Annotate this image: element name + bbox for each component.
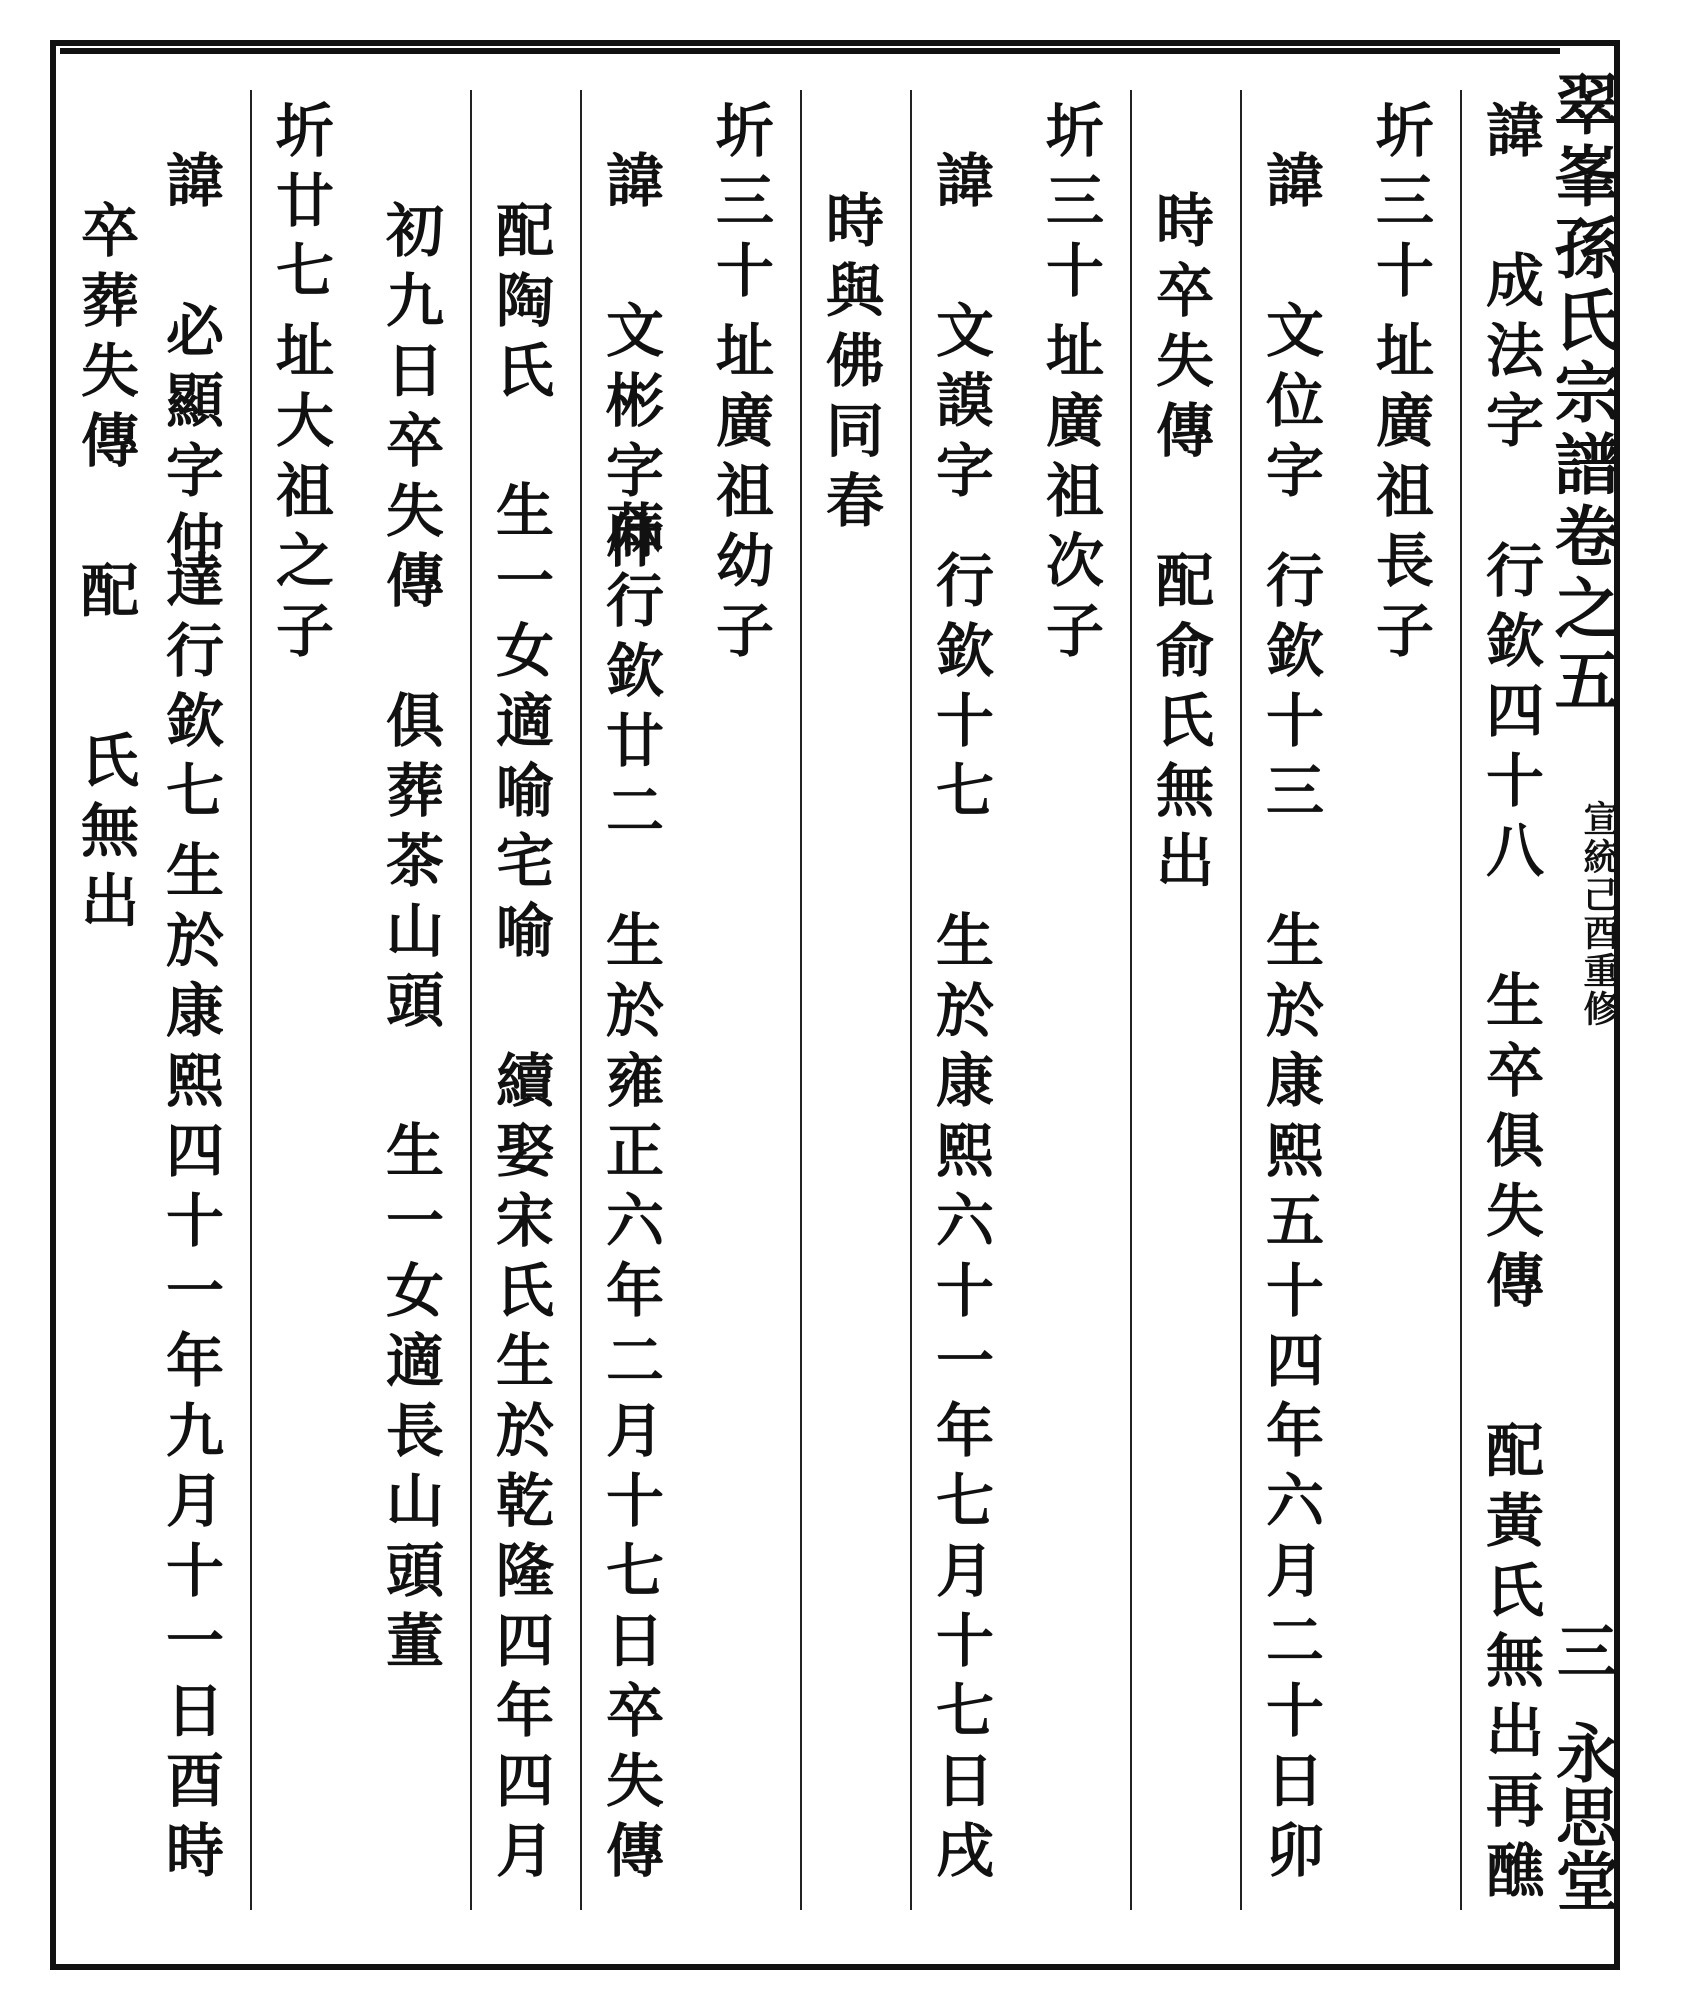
col-text: 生一女適喻宅喻 (486, 480, 554, 970)
col-text: 氏無出 (71, 730, 139, 940)
column-1 (1455, 90, 1565, 1910)
column-11 (355, 90, 465, 1910)
col-text: 配俞氏無出 (1146, 550, 1214, 900)
col-text: 生一女適長山頭董 (376, 1120, 444, 1680)
col-text: 生於康熙四十一年九月十一日酉時 (156, 840, 224, 1890)
edition-note: 宣統己酉重修 (1578, 800, 1620, 1028)
column-8 (685, 90, 795, 1910)
col-text: 行欽十七 (926, 550, 994, 830)
column-9 (575, 90, 685, 1910)
column-5 (1015, 90, 1125, 1910)
col-text: 生於康熙六十一年七月十七日戌 (926, 910, 994, 1890)
col-text: 圻廿七 (266, 100, 334, 310)
col-text: 時與佛同春 (816, 190, 884, 540)
col-text: 配陶氏 (486, 200, 554, 410)
col-text: 俱葬茶山頭 (376, 690, 444, 1040)
column-2 (1345, 90, 1455, 1910)
volume-text: 卷之五 (1543, 502, 1621, 718)
col-text: 生於康熙五十四年六月二十日卯 (1256, 910, 1324, 1890)
hall-name: 永思堂 (1545, 1720, 1620, 1912)
col-text: 圻三十 (1366, 100, 1434, 310)
book-title (1543, 70, 1630, 718)
top-border (60, 48, 1560, 54)
column-12 (245, 90, 355, 1910)
col-text: 諱 必顯字仲 (156, 150, 224, 580)
col-text: 達行欽七 (156, 550, 224, 830)
col-text: 行欽十三 (1256, 550, 1324, 830)
col-text: 初九日卒失傳 (376, 200, 444, 620)
col-text: 生於雍正六年二月十七日卒失傳 (596, 910, 664, 1890)
col-text: 諱 文位字 (1256, 150, 1324, 510)
col-text: 續娶宋氏生於乾隆四年四月 (486, 1050, 554, 1890)
column-3 (1235, 90, 1345, 1910)
column-4 (1125, 90, 1235, 1910)
column-7 (795, 90, 905, 1910)
col-text: 圻三十 (706, 100, 774, 310)
column-14 (50, 90, 160, 1910)
col-text: 圻三十 (1036, 100, 1104, 310)
col-text: 蔴行欽廿二 (596, 500, 664, 850)
col-text: 址大祖之子 (266, 320, 334, 670)
col-text: 卒葬失傳 (71, 200, 139, 480)
column-6 (905, 90, 1015, 1910)
col-text: 配黃氏無出再醮 (1476, 1420, 1544, 1910)
col-text: 址廣祖次子 (1036, 320, 1104, 670)
col-text: 址廣祖幼子 (706, 320, 774, 670)
col-text: 生卒俱失傳 (1476, 970, 1544, 1320)
page-number: 三 (1547, 1620, 1617, 1680)
title-text: 翠峯孫氏宗譜 (1543, 70, 1621, 502)
col-text: 諱 文謨字 (926, 150, 994, 510)
col-text: 諱 成法字 (1476, 100, 1544, 460)
col-text: 時卒失傳 (1146, 190, 1214, 470)
column-10 (465, 90, 575, 1910)
col-text: 行欽四十八 (1476, 540, 1544, 890)
col-text: 諱 文彬字仲 (596, 150, 664, 580)
col-text: 址廣祖長子 (1366, 320, 1434, 670)
col-text: 配 (71, 560, 139, 630)
